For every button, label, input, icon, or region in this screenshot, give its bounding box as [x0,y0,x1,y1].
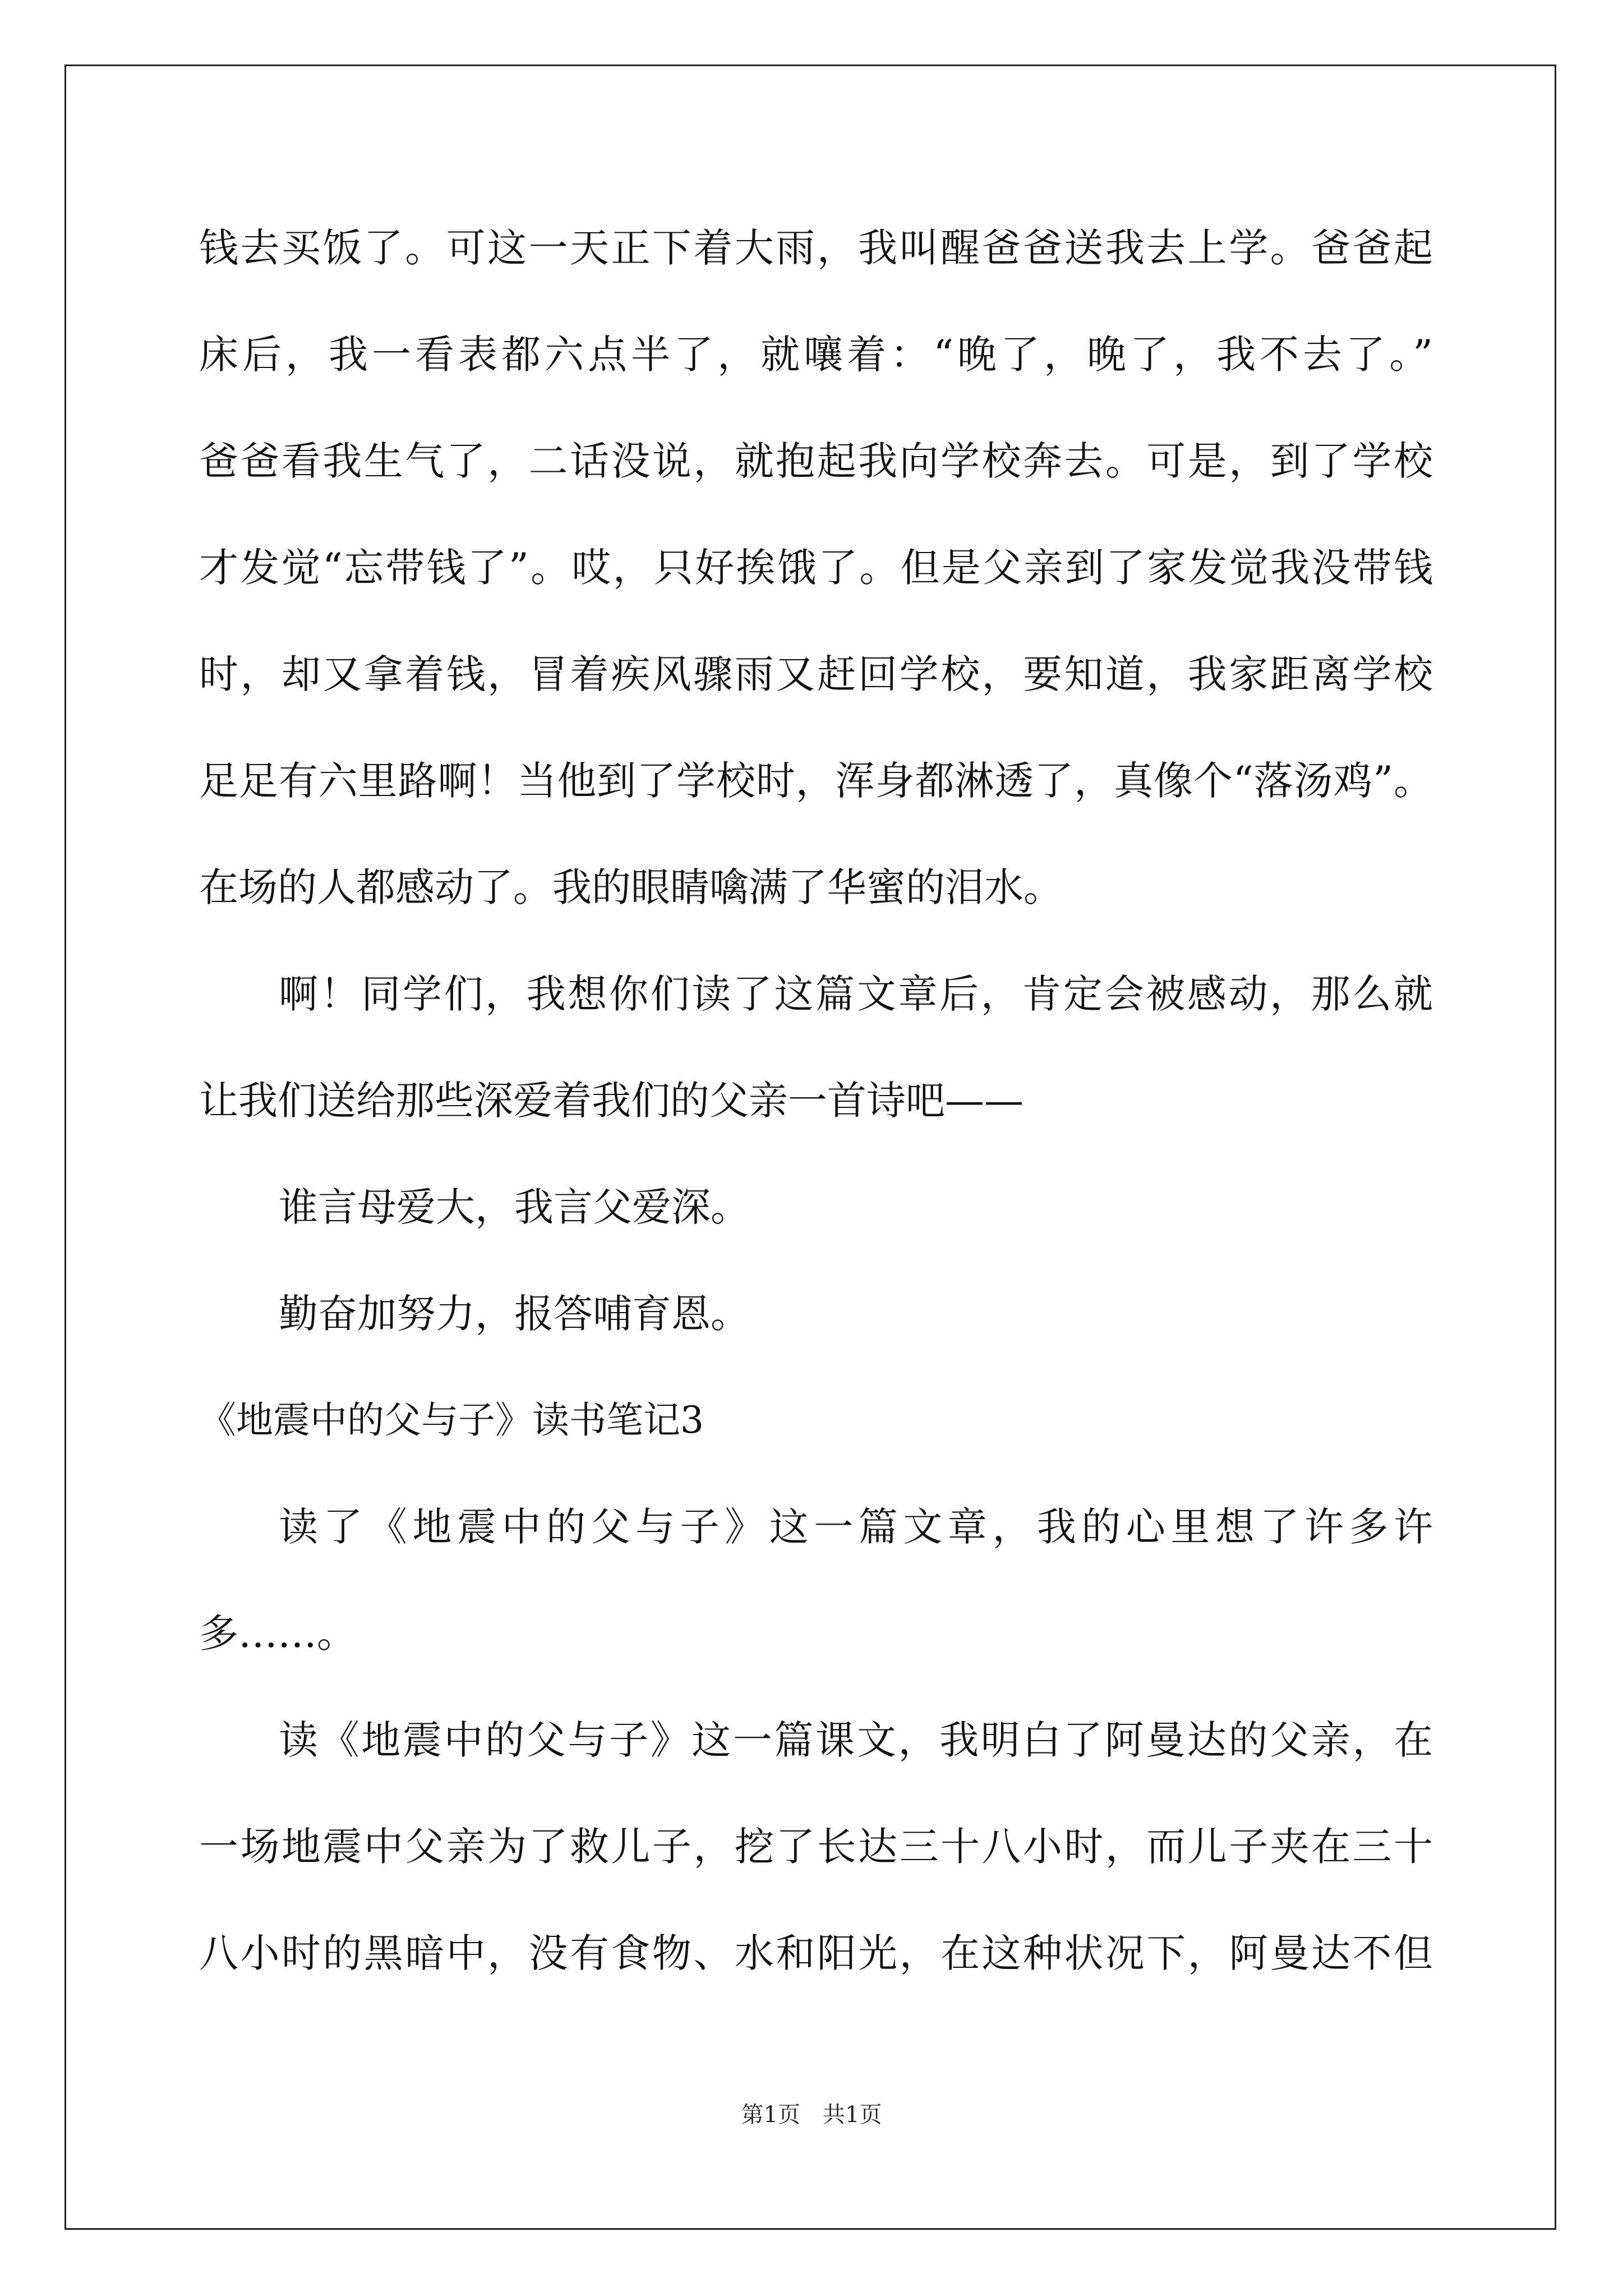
text-line: 让我们送给那些深爱着我们的父亲一首诗吧—— [199,1078,1023,1124]
text-line: 时，却又拿着钱，冒着疾风骤雨又赶回学校，要知道，我家距离学校 [199,651,1433,697]
section-heading: 《地震中的父与子》读书笔记3 [199,1398,704,1442]
text-line: 足足有六里路啊！当他到了学校时，浑身都淋透了，真像个“落汤鸡”。 [199,758,1433,804]
text-line: 才发觉“忘带钱了”。哎，只好挨饿了。但是父亲到了家发觉我没带钱 [199,545,1433,591]
paragraph-start-line: 读《地震中的父与子》这一篇课文，我明白了阿曼达的父亲，在 [279,1717,1433,1763]
poem-line: 勤奋加努力，报答哺育恩。 [279,1291,750,1337]
text-line: 多……。 [199,1611,356,1657]
text-line: 钱去买饭了。可这一天正下着大雨，我叫醒爸爸送我去上学。爸爸起 [199,225,1433,271]
text-line: 八小时的黑暗中，没有食物、水和阳光，在这种状况下，阿曼达不但 [199,1930,1433,1976]
text-line: 爸爸看我生气了，二话没说，就抱起我向学校奔去。可是，到了学校 [199,438,1433,484]
page-border [64,65,1556,2230]
text-line: 在场的人都感动了。我的眼睛噙满了华蜜的泪水。 [199,864,1063,910]
text-line: 床后，我一看表都六点半了，就嚷着：“晚了，晚了，我不去了。” [199,332,1433,378]
paragraph-start-line: 啊！同学们，我想你们读了这篇文章后，肯定会被感动，那么就 [279,971,1433,1017]
poem-line: 谁言母爱大，我言父爱深。 [279,1184,750,1230]
page-number: 第1页 [741,2102,800,2128]
paragraph-start-line: 读了《地震中的父与子》这一篇文章，我的心里想了许多许 [279,1504,1433,1550]
page-footer [0,2101,1623,2129]
page-total: 共1页 [823,2102,882,2128]
text-line: 一场地震中父亲为了救儿子，挖了长达三十八小时，而儿子夹在三十 [199,1824,1433,1870]
